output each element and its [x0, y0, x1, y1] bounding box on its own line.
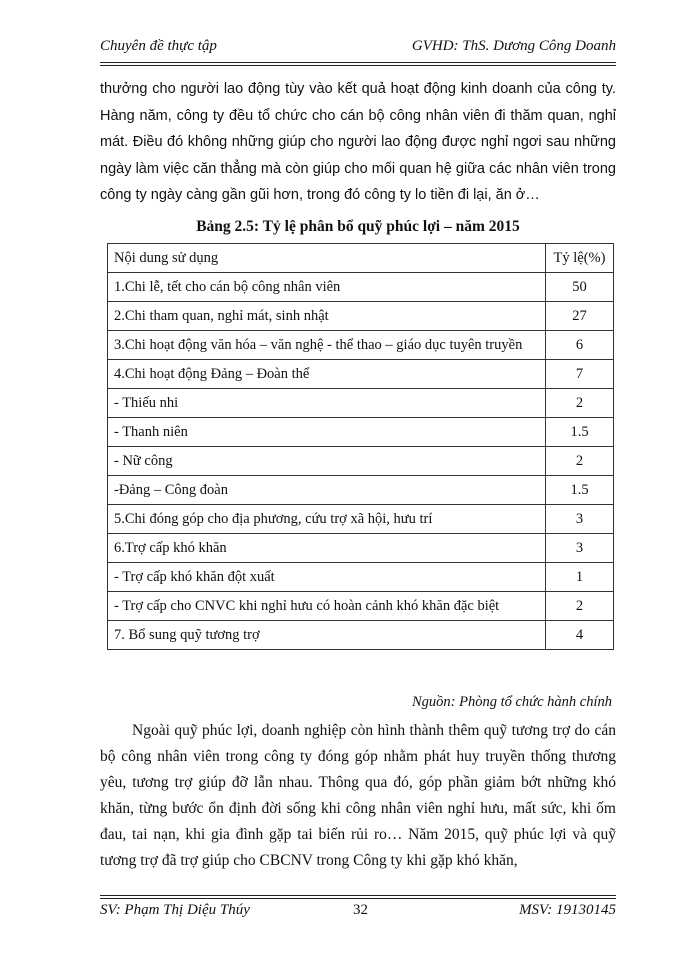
table-row: [108, 534, 614, 563]
row-content: 4.Chi hoạt động Đảng – Đoàn thể: [108, 360, 546, 389]
row-ratio: 50: [546, 273, 614, 302]
row-ratio: 7: [546, 360, 614, 389]
header-divider: [100, 62, 616, 63]
header-divider-inner: [100, 65, 616, 66]
row-ratio: 2: [546, 592, 614, 621]
table-source: Nguồn: Phòng tổ chức hành chính: [411, 694, 612, 710]
header-ratio: Tỷ lệ(%): [546, 244, 614, 273]
table-row: [108, 621, 614, 650]
student-name: SV: Phạm Thị Diệu Thúy: [100, 902, 250, 918]
row-content: 2.Chi tham quan, nghỉ mát, sinh nhật: [108, 302, 546, 331]
page-number: 32: [353, 902, 368, 918]
row-ratio: 2: [546, 389, 614, 418]
table-row: [108, 389, 614, 418]
table-row: [108, 592, 614, 621]
body-paragraph: [100, 718, 616, 874]
row-content: - Nữ công: [108, 447, 546, 476]
table-row: [108, 418, 614, 447]
row-ratio: 1.5: [546, 418, 614, 447]
row-ratio: 3: [546, 505, 614, 534]
row-content: 6.Trợ cấp khó khăn: [108, 534, 546, 563]
row-content: - Thiếu nhi: [108, 389, 546, 418]
table-row: [108, 302, 614, 331]
table-row: [108, 273, 614, 302]
table-row: [108, 563, 614, 592]
page-header: [100, 38, 616, 55]
header-advisor: GVHD: ThS. Dương Công Doanh: [411, 38, 616, 54]
table-caption: Bảng 2.5: Tỷ lệ phân bổ quỹ phúc lợi – năm 2015: [196, 218, 520, 235]
row-content: 3.Chi hoạt động văn hóa – văn nghệ - thể thao – giáo dục tuyên truyền: [108, 331, 546, 360]
row-ratio: 6: [546, 331, 614, 360]
table-row: [108, 505, 614, 534]
row-ratio: 1: [546, 563, 614, 592]
row-content: - Thanh niên: [108, 418, 546, 447]
row-content: 1.Chi lễ, tết cho cán bộ công nhân viên: [108, 273, 546, 302]
welfare-fund-table: [107, 243, 614, 650]
row-content: 7. Bổ sung quỹ tương trợ: [108, 621, 546, 650]
table-row: [108, 447, 614, 476]
student-id: MSV: 19130145: [519, 902, 616, 918]
intro-paragraph: thưởng cho người lao động tùy vào kết quả hoạt động kinh doanh của công ty. Hàng năm, công ty đều tổ chức cho cán bộ công nhân viên đi thăm quan, nghỉ mát. Điều đó không những giúp cho người lao động được nghỉ ngơi sau những ngày làm việc căn thẳng mà còn giúp cho mối quan hệ giữa các nhân viên trong công ty ngày càng gần gũi hơn, trong đó công ty lo tiền đi lại, ăn ở…: [100, 81, 616, 203]
row-ratio: 1.5: [546, 476, 614, 505]
table-row: [108, 331, 614, 360]
header-content: Nội dung sử dụng: [108, 244, 546, 273]
row-ratio: 4: [546, 621, 614, 650]
table-row: [108, 360, 614, 389]
row-ratio: 2: [546, 447, 614, 476]
row-ratio: 3: [546, 534, 614, 563]
body-paragraph-text: Ngoài quỹ phúc lợi, doanh nghiệp còn hình thành thêm quỹ tương trợ do cán bộ công nhân viên trong công ty đóng góp nhằm phát huy truyền thống thương yêu, tương trợ giúp đỡ lẫn nhau. Thông qua đó, góp phần giảm bớt những khó khăn, từng bước ổn định đời sống khi công nhân viên nghỉ hưu, mất sức, khi ốm đau, tai nạn, khi gia đình gặp tai biến rủi ro… Năm 2015, quỹ phúc lợi và quỹ tương trợ đã trợ giúp cho CBCNV trong Công ty khi gặp khó khăn,: [100, 722, 616, 869]
row-content: - Trợ cấp khó khăn đột xuất: [108, 563, 546, 592]
row-ratio: 27: [546, 302, 614, 331]
table-row: [108, 476, 614, 505]
footer-divider: [100, 895, 616, 896]
row-content: 5.Chi đóng góp cho địa phương, cứu trợ xã hội, hưu trí: [108, 505, 546, 534]
row-content: -Đảng – Công đoàn: [108, 476, 546, 505]
table-header-row: [108, 244, 614, 273]
footer-divider-outer: [100, 898, 616, 899]
header-topic: Chuyên đề thực tập: [100, 38, 217, 54]
row-content: - Trợ cấp cho CNVC khi nghỉ hưu có hoàn cảnh khó khăn đặc biệt: [108, 592, 546, 621]
